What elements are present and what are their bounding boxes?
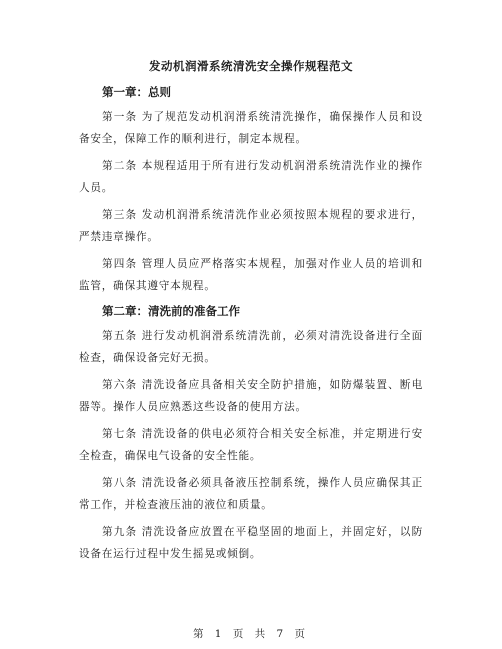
article-7: 第七条 清洗设备的供电必须符合相关安全标准，并定期进行安全检查，确保电气设备的安全性能。 bbox=[79, 428, 423, 462]
article-6: 第六条 清洗设备应具备相关安全防护措施，如防爆装置、断电器等。操作人员应熟悉这些设备的使用方法。 bbox=[79, 379, 423, 413]
article-8: 第八条 清洗设备必须具备液压控制系统，操作人员应确保其正常工作，并检查液压油的液位和质量。 bbox=[79, 477, 423, 511]
article-3: 第三条 发动机润滑系统清洗作业必须按照本规程的要求进行，严禁违章操作。 bbox=[79, 209, 423, 243]
page-number-footer: 第 1 页 共 7 页 bbox=[192, 628, 310, 640]
article-1: 第一条 为了规范发动机润滑系统清洗操作，确保操作人员和设备安全，保障工作的顺利进行，制定本规程。 bbox=[79, 111, 423, 145]
article-9: 第九条 清洗设备应放置在平稳坚固的地面上，并固定好，以防设备在运行过程中发生摇晃或倾倒。 bbox=[79, 526, 423, 560]
article-4: 第四条 管理人员应严格落实本规程，加强对作业人员的培训和监管，确保其遵守本规程。 bbox=[79, 258, 423, 292]
document-title: 发动机润滑系统清洗安全操作规程范文 bbox=[149, 59, 353, 73]
article-2: 第二条 本规程适用于所有进行发动机润滑系统清洗作业的操作人员。 bbox=[79, 160, 423, 194]
article-5: 第五条 进行发动机润滑系统清洗前，必须对清洗设备进行全面检查，确保设备完好无损。 bbox=[79, 330, 423, 364]
chapter-heading-1: 第一章：总则 bbox=[102, 85, 171, 99]
document-body bbox=[79, 84, 423, 571]
chapter-heading-2: 第二章：清洗前的准备工作 bbox=[102, 304, 240, 318]
